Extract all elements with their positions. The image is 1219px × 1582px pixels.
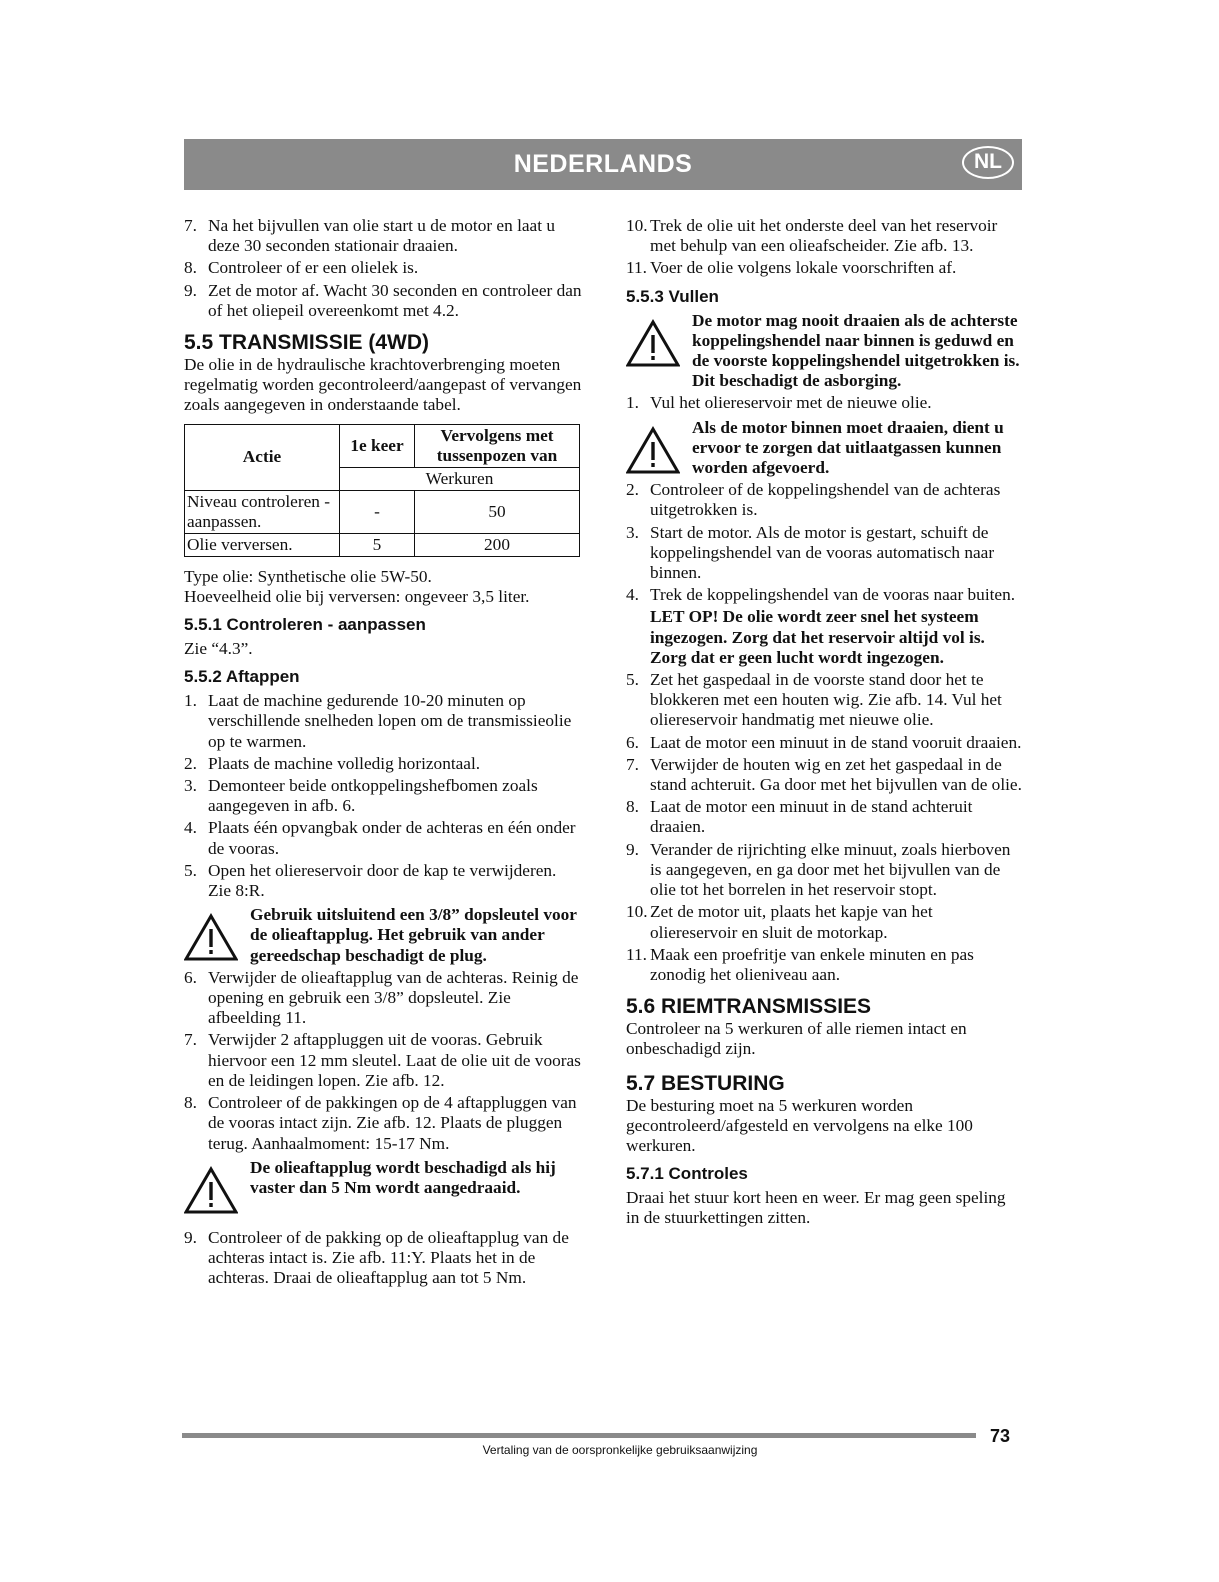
section-text: Draai het stuur kort heen en weer. Er mag geen speling in de stuurkettingen zitten. — [626, 1188, 1006, 1228]
table-row: Niveau controleren - aanpassen. - 50 — [185, 490, 580, 533]
warning-block: De motor mag nooit draaien als de achterste koppelingshendel naar binnen is geduwd en de voorste koppelingshendel uitgetrokken is. Dit beschadigt de asborging. — [626, 311, 1022, 392]
list-item: 4. Trek de koppelingshendel van de vooras naar buiten. — [626, 585, 1016, 605]
warning-triangle-icon — [184, 913, 238, 961]
language-code-badge: NL — [962, 146, 1014, 179]
list-item: 9. Zet de motor af. Wacht 30 seconden en controleer dan of het oliepeil overeenkomt met 4.2. — [184, 280, 582, 320]
table-row: Olie verversen. 5 200 — [185, 533, 580, 556]
list-item: 7. Na het bijvullen van olie start u de motor en laat u deze 30 seconden stationair draaien. — [184, 216, 555, 256]
drain-steps-list — [184, 691, 582, 901]
section-heading-5-7-1: 5.7.1 Controles — [626, 1164, 748, 1184]
list-item: 7. Verwijder de houten wig en zet het gaspedaal in de stand achteruit. Ga door met het bijvullen van de olie. — [626, 754, 1022, 795]
section-text: Controleer na 5 werkuren of alle riemen intact en onbeschadigd zijn. — [626, 1019, 967, 1059]
section-text: De besturing moet na 5 werkuren worden gecontroleerd/afgesteld en vervolgens na elke 100 werkuren. — [626, 1095, 973, 1155]
warning-block: Gebruik uitsluitend een 3/8” dopsleutel voor de olieaftapplug. Het gebruik van ander gereedschap beschadigt de plug. — [184, 905, 582, 966]
table-unit: Werkuren — [340, 467, 580, 490]
right-column — [626, 216, 1022, 1229]
list-item: 2. Controleer of de koppelingshendel van de achteras uitgetrokken is. — [626, 480, 1001, 520]
drain-steps-list-right — [626, 216, 1022, 279]
list-item: 9. Controleer of de pakking op de olieaftapplug van de achteras intact is. Zie afb. 11:Y. Plaats het in de achteras. Draai de olieaftapplug aan tot 5 Nm. — [184, 1227, 569, 1288]
table-header-action: Actie — [185, 424, 340, 490]
section-intro: De olie in de hydraulische krachtoverbrenging moeten regelmatig worden gecontroleerd/aangepast of vervangen zoals aangegeven in onderstaande tabel. — [184, 355, 582, 415]
section-heading-5-5-1: 5.5.1 Controleren - aanpassen — [184, 615, 426, 635]
oil-type: Type olie: Synthetische olie 5W-50. — [184, 566, 432, 586]
footer-rule — [182, 1433, 976, 1438]
list-item: 7. Verwijder 2 aftappluggen uit de vooras. Gebruik hiervoor een 12 mm sleutel. Laat de olie uit de vooras en de leidingen lopen. Zie afb. 12. — [184, 1030, 581, 1090]
list-item: 8. Controleer of de pakkingen op de 4 aftappluggen van de vooras intact zijn. Zie afb. 12. Plaats de pluggen terug. Aanhaalmoment: 15-17 Nm. — [184, 1093, 577, 1153]
fill-steps-list-cont — [626, 480, 1022, 605]
section-text: Zie “4.3”. — [184, 639, 253, 659]
drain-steps-list-cont — [184, 968, 582, 1154]
warning-triangle-icon — [626, 319, 680, 367]
list-item: 5. Open het oliereservoir door de kap te verwijderen. Zie 8:R. — [184, 860, 557, 901]
warning-block: Als de motor binnen moet draaien, dient u ervoor te zorgen dat uitlaatgassen kunnen worden afgevoerd. — [626, 418, 1022, 479]
list-item: 8. Laat de motor een minuut in de stand achteruit draaien. — [626, 797, 973, 837]
language-banner — [184, 139, 1022, 190]
list-item: 4. Plaats één opvangbak onder de achteras en één onder de vooras. — [184, 818, 576, 858]
warning-triangle-icon — [626, 426, 680, 474]
list-item: 1. Laat de machine gedurende 10-20 minuten op verschillende snelheden lopen om de transmissieolie op te warmen. — [184, 691, 572, 751]
list-item: 10. Zet de motor uit, plaats het kapje van het oliereservoir en sluit de motorkap. — [626, 902, 933, 942]
note-text: LET OP! De olie wordt zeer snel het systeem ingezogen. Zorg dat het reservoir altijd vol is. Zorg dat er geen lucht wordt ingezogen. — [650, 607, 985, 667]
list-item: 6. Verwijder de olieaftapplug van de achteras. Reinig de opening en gebruik een 3/8” dopsleutel. Zie afbeelding 11. — [184, 967, 579, 1028]
list-item: 3. Start de motor. Als de motor is gestart, schuift de koppelingshendel van de vooras automatisch naar binnen. — [626, 522, 995, 583]
table-header-then: Vervolgens met tussenpozen van — [415, 424, 580, 467]
list-item: 9. Verander de rijrichting elke minuut, zoals hierboven is aangegeven, en ga door met het bijvullen van de olie tot het borrelen in het reservoir stopt. — [626, 839, 1011, 900]
warning-triangle-icon — [184, 1166, 238, 1214]
list-item: 3. Demonteer beide ontkoppelingshefbomen zoals aangegeven in afb. 6. — [184, 776, 538, 816]
section-heading-5-5: 5.5 TRANSMISSIE (4WD) — [184, 331, 430, 355]
warning-block: De olieaftapplug wordt beschadigd als hij vaster dan 5 Nm wordt aangedraaid. — [184, 1158, 582, 1214]
left-column — [184, 216, 582, 1290]
maintenance-table — [184, 424, 580, 557]
list-item: 11. Voer de olie volgens lokale voorschriften af. — [626, 258, 957, 278]
page-number: 73 — [990, 1426, 1011, 1446]
drain-steps-list-end — [184, 1228, 582, 1289]
list-item: 10. Trek de olie uit het onderste deel van het reservoir met behulp van een olieafscheider. Zie afb. 13. — [626, 216, 998, 256]
footer-caption: Vertaling van de oorspronkelijke gebruiksaanwijzing — [482, 1443, 758, 1457]
fill-steps-list — [626, 393, 1022, 413]
oil-amount: Hoeveelheid olie bij verversen: ongeveer 3,5 liter. — [184, 586, 530, 606]
section-heading-5-6: 5.6 RIEMTRANSMISSIES — [626, 995, 872, 1019]
list-item: 5. Zet het gaspedaal in de voorste stand door het te blokkeren met een houten wig. Zie afb. 14. Vul het oliereservoir handmatig met nieuwe olie. — [626, 670, 1002, 730]
list-item: 8. Controleer of er een olielek is. — [184, 258, 419, 278]
list-item: 2. Plaats de machine volledig horizontaal. — [184, 753, 481, 773]
table-header-first: 1e keer — [340, 424, 415, 467]
language-title: NEDERLANDS — [513, 150, 693, 178]
section-heading-5-5-2: 5.5.2 Aftappen — [184, 667, 300, 687]
list-item: 1. Vul het oliereservoir met de nieuwe olie. — [626, 393, 932, 413]
list-item: 11. Maak een proefritje van enkele minuten en pas zonodig het olieniveau aan. — [626, 944, 974, 984]
section-heading-5-7: 5.7 BESTURING — [626, 1071, 785, 1095]
list-item: 6. Laat de motor een minuut in de stand vooruit draaien. — [626, 732, 1022, 752]
section-heading-5-5-3: 5.5.3 Vullen — [626, 286, 719, 306]
fill-steps-list-end — [626, 670, 1022, 985]
refill-steps-list — [184, 216, 582, 321]
